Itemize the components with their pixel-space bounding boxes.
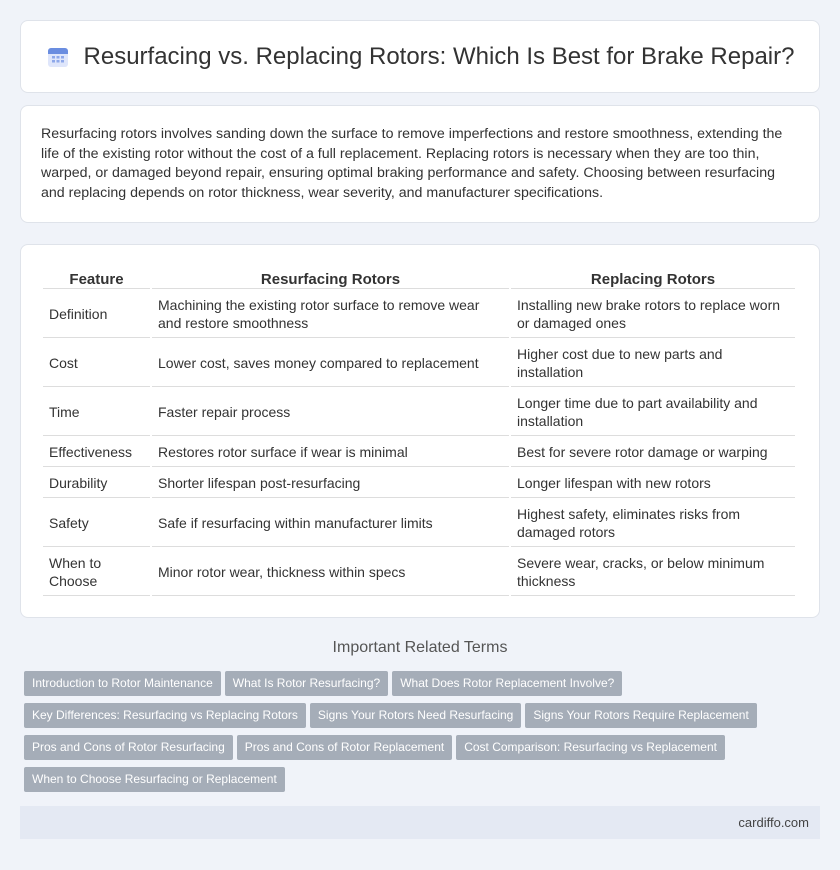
related-term-tag[interactable]: Signs Your Rotors Need Resurfacing <box>310 703 521 728</box>
comparison-table-card <box>20 244 820 618</box>
table-cell: Durability <box>43 469 150 498</box>
table-cell: Minor rotor wear, thickness within specs <box>152 549 509 596</box>
table-cell: Best for severe rotor damage or warping <box>511 438 795 467</box>
table-row <box>43 291 795 338</box>
table-cell: Shorter lifespan post-resurfacing <box>152 469 509 498</box>
related-term-tag[interactable]: Signs Your Rotors Require Replacement <box>525 703 756 728</box>
page-title: Resurfacing vs. Replacing Rotors: Which Is Best for Brake Repair? <box>83 42 795 70</box>
table-cell: Safe if resurfacing within manufacturer limits <box>152 500 509 547</box>
footer <box>20 806 820 839</box>
intro-text: Resurfacing rotors involves sanding down the surface to remove imperfections and restore smoothness, extending the life of the existing rotor without the cost of a full replacement. Replacing rotors is necessary when they are too thin, warped, or damaged beyond repair, ensuring optimal braking performance and safety. Choosing between resurfacing and replacing depends on rotor thickness, wear severity, and manufacturer specifications. <box>41 126 783 201</box>
header-card <box>20 20 820 93</box>
table-cell: Severe wear, cracks, or below minimum thickness <box>511 549 795 596</box>
table-row <box>43 438 795 467</box>
table-cell: Machining the existing rotor surface to remove wear and restore smoothness <box>152 291 509 338</box>
related-term-tag[interactable]: What Is Rotor Resurfacing? <box>225 671 388 696</box>
related-term-tag[interactable]: When to Choose Resurfacing or Replacement <box>24 767 285 792</box>
related-term-tag[interactable]: Introduction to Rotor Maintenance <box>24 671 221 696</box>
table-header-row <box>43 267 795 289</box>
table-cell: Restores rotor surface if wear is minimal <box>152 438 509 467</box>
table-row <box>43 389 795 436</box>
table-row <box>43 500 795 547</box>
table-cell: Longer time due to part availability and installation <box>511 389 795 436</box>
related-term-tag[interactable]: Pros and Cons of Rotor Resurfacing <box>24 735 233 760</box>
related-term-tag[interactable]: What Does Rotor Replacement Involve? <box>392 671 622 696</box>
related-term-tag[interactable]: Key Differences: Resurfacing vs Replacing Rotors <box>24 703 306 728</box>
table-cell: Definition <box>43 291 150 338</box>
table-row <box>43 340 795 387</box>
intro-card <box>20 105 820 223</box>
column-header: Replacing Rotors <box>511 267 795 289</box>
related-terms-tags <box>24 671 824 799</box>
table-cell: Higher cost due to new parts and installation <box>511 340 795 387</box>
related-terms-title: Important Related Terms <box>332 639 508 656</box>
table-cell: Faster repair process <box>152 389 509 436</box>
calendar-icon <box>46 45 70 69</box>
column-header: Feature <box>43 267 150 289</box>
column-header: Resurfacing Rotors <box>152 267 509 289</box>
table-cell: Longer lifespan with new rotors <box>511 469 795 498</box>
table-cell: Time <box>43 389 150 436</box>
table-cell: Cost <box>43 340 150 387</box>
table-row <box>43 469 795 498</box>
comparison-table <box>41 265 797 598</box>
table-cell: Highest safety, eliminates risks from damaged rotors <box>511 500 795 547</box>
table-cell: Effectiveness <box>43 438 150 467</box>
table-cell: When to Choose <box>43 549 150 596</box>
table-row <box>43 549 795 596</box>
table-cell: Safety <box>43 500 150 547</box>
table-cell: Lower cost, saves money compared to replacement <box>152 340 509 387</box>
related-term-tag[interactable]: Pros and Cons of Rotor Replacement <box>237 735 452 760</box>
table-cell: Installing new brake rotors to replace worn or damaged ones <box>511 291 795 338</box>
footer-site-link[interactable]: cardiffo.com <box>738 815 809 830</box>
related-term-tag[interactable]: Cost Comparison: Resurfacing vs Replacement <box>456 735 725 760</box>
